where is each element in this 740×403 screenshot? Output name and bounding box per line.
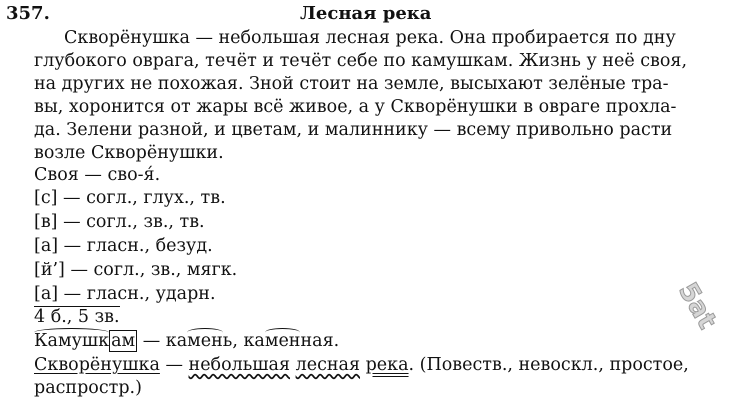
watermark-stamp — [648, 277, 723, 344]
text-line: Скворёнушка — небольшая лесная река. Она пробирается по дну — [64, 28, 676, 48]
dash: — — [137, 331, 166, 351]
text-line: возле Скворёнушки. — [34, 143, 224, 163]
text-line: да. Зелени разной, и цветам, и малиннику — всему привольно расти — [34, 120, 673, 140]
sentence-type-cont: распростр.) — [34, 378, 142, 398]
sound-line: [с] — согл., глух., тв. — [34, 188, 226, 208]
sound-line: [а] — гласн., ударн. — [34, 284, 216, 304]
subject: Скворёнушка — [34, 355, 160, 375]
root-mark: Камушк — [34, 331, 110, 351]
sentence-parse — [34, 355, 689, 375]
word-rest: ная. — [300, 331, 340, 351]
text-line: вы, хоронится от жары всё живое, а у Скворёнушки в овраге прохла- — [34, 97, 677, 117]
exercise-title: Лесная река — [300, 3, 432, 24]
text-line: глубокого оврага, течёт и течёт себе по камушкам. Жизнь у неё своя, — [34, 51, 688, 71]
text-line: на других не похожая. Зной стоит на земле, высыхают зелёные тра- — [34, 74, 669, 94]
sound-line: [в] — согл., зв., тв. — [34, 212, 205, 232]
word-syllables: Своя — сво-я́. — [34, 165, 161, 185]
root-mark: мен — [187, 331, 223, 351]
prefix-text: ка — [243, 331, 265, 351]
letter-sound-count — [34, 307, 120, 327]
predicate: река — [365, 355, 409, 375]
sound-line: [а] — гласн., безуд. — [34, 236, 213, 256]
root-mark: мен — [264, 331, 301, 351]
exercise-text — [34, 27, 724, 165]
sound-line: [й’] — согл., зв., мягк. — [34, 260, 238, 280]
ending-mark: ам — [111, 331, 136, 351]
dash: — — [159, 355, 189, 375]
exercise-number: 357. — [6, 3, 50, 24]
count-text: 4 б., 5 зв. — [34, 307, 120, 327]
sentence-type: . (Повеств., невоскл., простое, — [408, 355, 689, 375]
word-rest: ь, — [222, 331, 244, 351]
attribute: небольшая — [188, 355, 291, 375]
watermark-text: 5at — [672, 277, 723, 335]
prefix-text: ка — [165, 331, 188, 351]
morpheme-analysis — [34, 331, 339, 351]
attribute: лесная — [295, 355, 361, 375]
